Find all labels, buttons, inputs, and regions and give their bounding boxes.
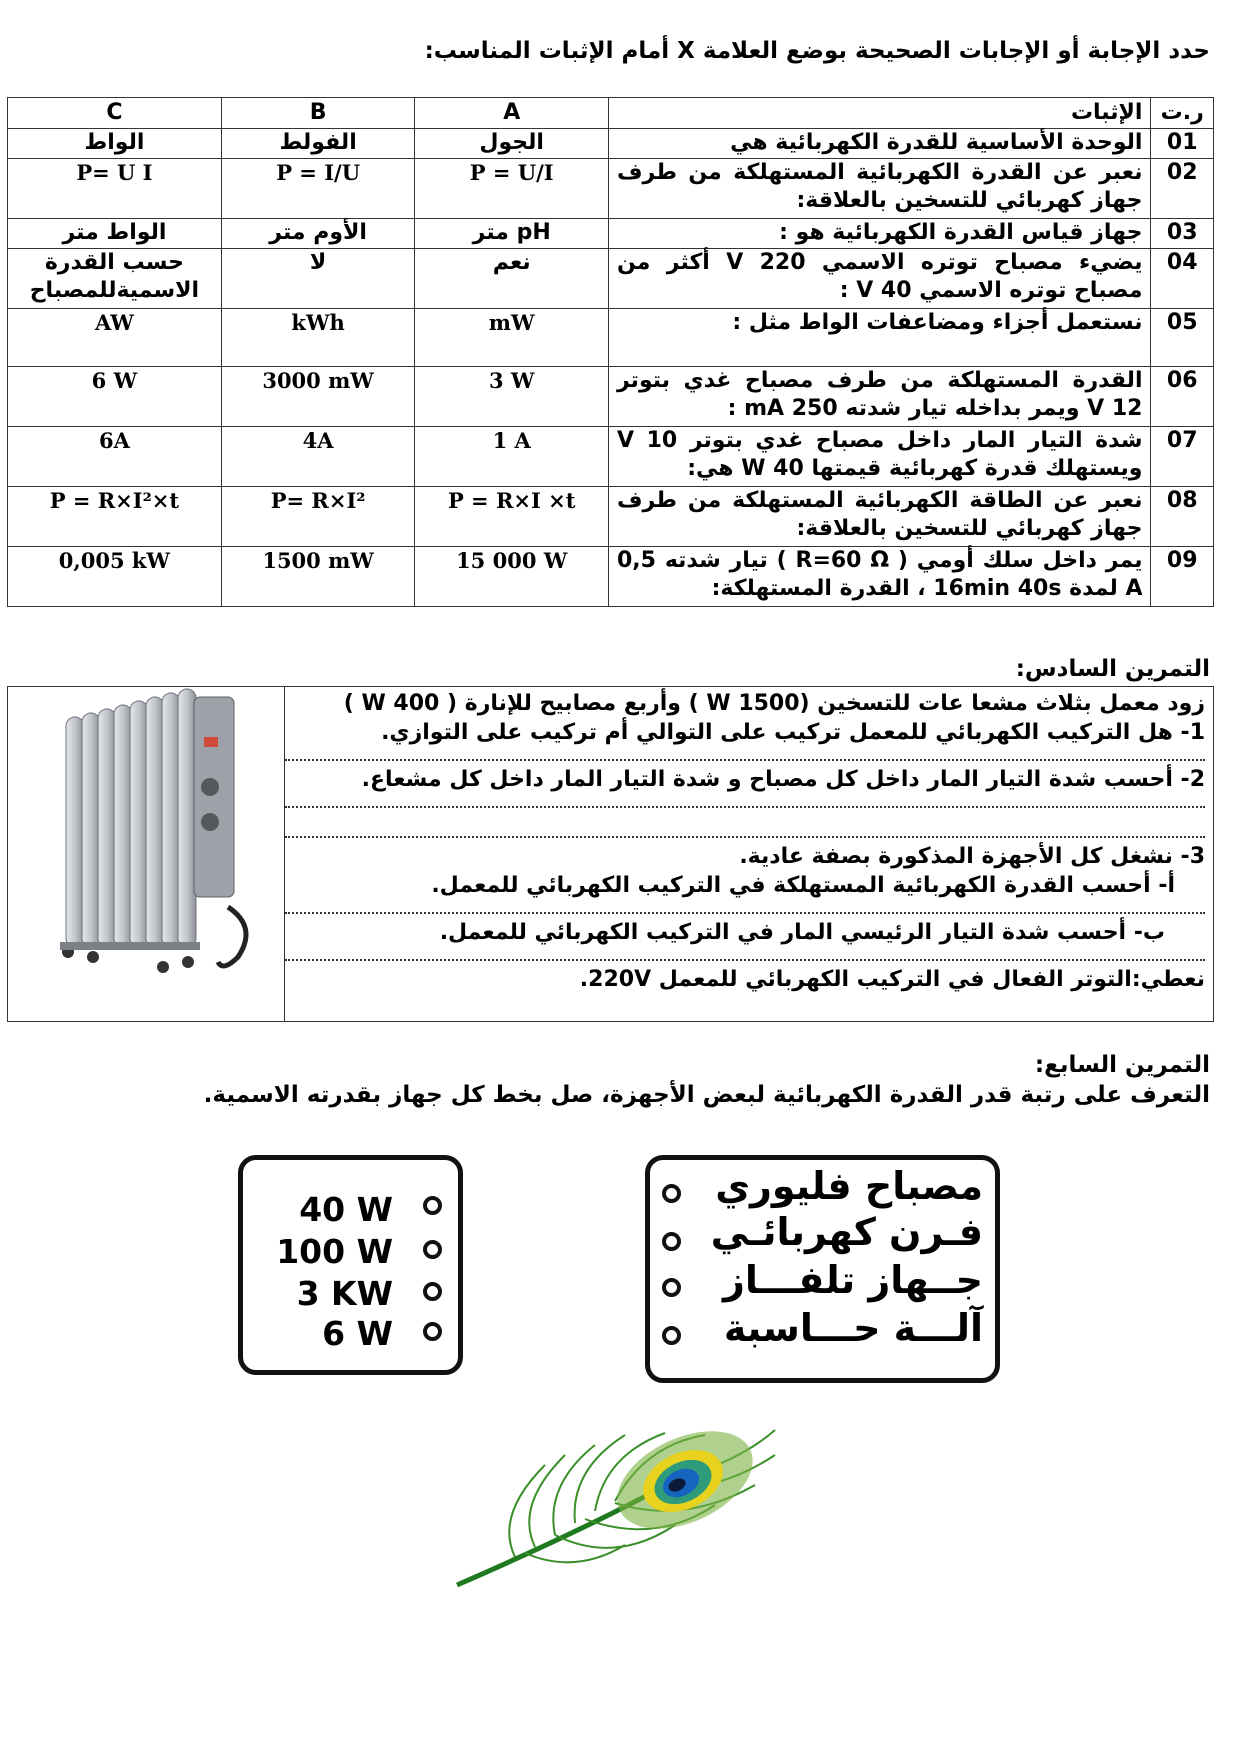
- answer-line[interactable]: [285, 749, 1205, 761]
- row-num: 04: [1151, 249, 1214, 309]
- connection-point[interactable]: [662, 1326, 681, 1345]
- option-b[interactable]: P = I/U: [221, 159, 415, 219]
- option-c[interactable]: P = R×I²×t: [8, 487, 222, 547]
- instruction: حدد الإجابة أو الإجابات الصحيحة بوضع العلامة X أمام الإثبات المناسب:: [424, 38, 1210, 64]
- connection-point[interactable]: [423, 1240, 442, 1259]
- answer-line[interactable]: [285, 826, 1205, 838]
- qcm-header-row: [8, 98, 1214, 129]
- given-data: نعطي:التوتر الفعال في التركيب الكهربائي للمعمل 220V.: [579, 967, 1205, 992]
- device-label: مصباح فليوري: [715, 1164, 983, 1208]
- connection-point[interactable]: [662, 1184, 681, 1203]
- connection-point[interactable]: [423, 1282, 442, 1301]
- row-num: 07: [1151, 427, 1214, 487]
- connection-point[interactable]: [423, 1322, 442, 1341]
- option-c[interactable]: 6 W: [8, 367, 222, 427]
- question-1: 1- هل التركيب الكهربائي للمعمل تركيب على التوالي أم تركيب على التوازي.: [381, 720, 1205, 745]
- question-3b: ب- أحسب شدة التيار الرئيسي المار في التركيب الكهربائي للمعمل.: [439, 920, 1165, 945]
- row-statement: نستعمل أجزاء ومضاعفات الواط مثل :: [609, 309, 1151, 367]
- connection-point[interactable]: [423, 1196, 442, 1215]
- option-b[interactable]: P= R×I²: [221, 487, 415, 547]
- row-statement: جهاز قياس القدرة الكهربائية هو :: [609, 219, 1151, 249]
- question-3: 3- نشغل كل الأجهزة المذكورة بصفة عادية.: [739, 844, 1205, 869]
- option-c[interactable]: حسب القدرة الاسميةللمصباح: [8, 249, 222, 309]
- power-label: 3 KW: [296, 1274, 393, 1313]
- connection-point[interactable]: [662, 1232, 681, 1251]
- option-b[interactable]: لا: [221, 249, 415, 309]
- table-row: [8, 129, 1214, 159]
- device-label: آلـــة حـــاسبة: [723, 1306, 983, 1350]
- devices-panel: [645, 1155, 1000, 1383]
- table-row: [8, 367, 1214, 427]
- option-c[interactable]: الواط: [8, 129, 222, 159]
- exercise6-title: التمرين السادس:: [1015, 656, 1210, 682]
- row-statement: القدرة المستهلكة من طرف مصباح غدي بتوتر 12 V ويمر بداخله تيار شدته 250 mA :: [609, 367, 1151, 427]
- row-statement: نعبر عن الطاقة الكهربائية المستهلكة من طرف جهاز كهربائي للتسخين بالعلاقة:: [609, 487, 1151, 547]
- row-num: 03: [1151, 219, 1214, 249]
- option-a[interactable]: 1 A: [415, 427, 609, 487]
- row-num: 05: [1151, 309, 1214, 367]
- row-statement: شدة التيار المار داخل مصباح غدي بتوتر 10 V ويستهلك قدرة كهربائية قيمتها 40 W هي:: [609, 427, 1151, 487]
- option-a[interactable]: mW: [415, 309, 609, 367]
- power-ratings-panel: [238, 1155, 463, 1375]
- row-num: 01: [1151, 129, 1214, 159]
- row-num: 09: [1151, 547, 1214, 607]
- table-row: [8, 249, 1214, 309]
- table-row: [8, 427, 1214, 487]
- option-b[interactable]: 1500 mW: [221, 547, 415, 607]
- row-num: 02: [1151, 159, 1214, 219]
- option-c[interactable]: الواط متر: [8, 219, 222, 249]
- row-statement: يضيء مصباح توتره الاسمي 220 V أكثر من مصباح توتره الاسمي 40 V :: [609, 249, 1151, 309]
- option-c[interactable]: 0,005 kW: [8, 547, 222, 607]
- power-label: 100 W: [276, 1232, 393, 1271]
- exercise7-title: التمرين السابع:: [1034, 1052, 1210, 1078]
- option-b[interactable]: 3000 mW: [221, 367, 415, 427]
- option-a[interactable]: 3 W: [415, 367, 609, 427]
- question-3a: أ- أحسب القدرة الكهربائية المستهلكة في التركيب الكهربائي للمعمل.: [431, 873, 1175, 898]
- option-a[interactable]: نعم: [415, 249, 609, 309]
- exercise6-text: [285, 689, 1205, 994]
- header-statement: الإثبات: [609, 98, 1151, 129]
- connection-point[interactable]: [662, 1278, 681, 1297]
- power-label: 6 W: [322, 1314, 393, 1353]
- peacock-feather-image: [455, 1425, 785, 1595]
- answer-line[interactable]: [285, 902, 1205, 914]
- option-a[interactable]: P = U/I: [415, 159, 609, 219]
- device-label: فـرن كهربائـي: [710, 1210, 983, 1254]
- option-b[interactable]: الأوم متر: [221, 219, 415, 249]
- table-row: [8, 159, 1214, 219]
- exercise6-box: [7, 686, 1214, 1022]
- table-row: [8, 547, 1214, 607]
- option-a[interactable]: pH متر: [415, 219, 609, 249]
- option-a[interactable]: P = R×I ×t: [415, 487, 609, 547]
- header-a: A: [415, 98, 609, 129]
- row-statement: الوحدة الأساسية للقدرة الكهربائية هي: [609, 129, 1151, 159]
- option-c[interactable]: P= U I: [8, 159, 222, 219]
- exercise6-intro: زود معمل بثلاث مشعا عات للتسخين (1500 W ) وأربع مصابيح للإنارة ( 400 W ): [343, 691, 1205, 716]
- row-num: 06: [1151, 367, 1214, 427]
- power-label: 40 W: [299, 1190, 393, 1229]
- oil-heater-image: [38, 687, 258, 987]
- row-num: 08: [1151, 487, 1214, 547]
- option-c[interactable]: AW: [8, 309, 222, 367]
- option-b[interactable]: الفولط: [221, 129, 415, 159]
- row-statement: يمر داخل سلك أومي ( R=60 Ω ) تيار شدته 0,5 A لمدة 16min 40s ، القدرة المستهلكة:: [609, 547, 1151, 607]
- table-row: [8, 309, 1214, 367]
- option-b[interactable]: kWh: [221, 309, 415, 367]
- table-row: [8, 487, 1214, 547]
- device-label: جــهاز تلفـــاز: [722, 1258, 983, 1302]
- row-statement: نعبر عن القدرة الكهربائية المستهلكة من طرف جهاز كهربائي للتسخين بالعلاقة:: [609, 159, 1151, 219]
- question-2: 2- أحسب شدة التيار المار داخل كل مصباح و شدة التيار المار داخل كل مشعاع.: [361, 767, 1205, 792]
- table-row: [8, 219, 1214, 249]
- option-b[interactable]: 4A: [221, 427, 415, 487]
- answer-line[interactable]: [285, 949, 1205, 961]
- header-b: B: [221, 98, 415, 129]
- option-a[interactable]: 15 000 W: [415, 547, 609, 607]
- answer-line[interactable]: [285, 796, 1205, 808]
- option-c[interactable]: 6A: [8, 427, 222, 487]
- option-a[interactable]: الجول: [415, 129, 609, 159]
- header-num: ر.ت: [1151, 98, 1214, 129]
- qcm-table: [7, 97, 1214, 607]
- exercise7-description: التعرف على رتبة قدر القدرة الكهربائية لبعض الأجهزة، صل بخط كل جهاز بقدرته الاسمية.: [203, 1082, 1210, 1108]
- header-c: C: [8, 98, 222, 129]
